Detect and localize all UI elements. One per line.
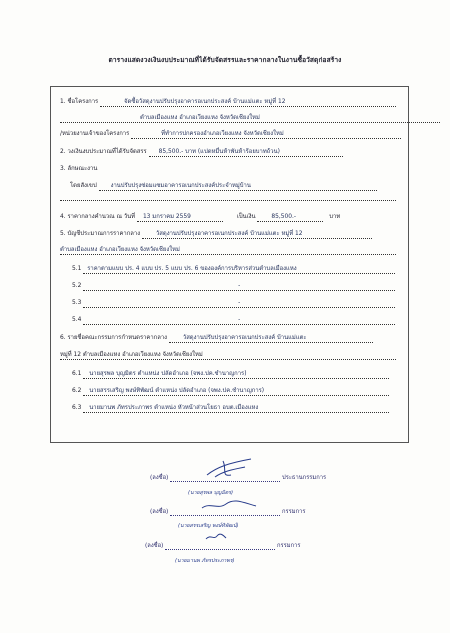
signature-1-name: (นายสุรพล บุญมิตร) — [188, 490, 234, 496]
item-5-4-row — [72, 316, 395, 325]
item-6-2-value: นายสรรเสริญ พงษ์ทิพัฒน์ ตำแหน่ง ปลัดอำเภอ (จพง.ปค.ชำนาญการ) — [83, 388, 389, 396]
signature-1-role: ประธานกรรมการ — [282, 475, 327, 481]
item-5-row2 — [60, 246, 396, 255]
item-4-row — [60, 213, 340, 222]
signature-3-role: กรรมการ — [277, 543, 301, 549]
item-6-value2: หมู่ที่ 12 ตำบลเมืองแหง อำเภอเวียงแหง จังหวัดเชียงใหม่ — [60, 352, 396, 360]
signature-3-name-text: นายมานพ ภัทรประภาพร — [177, 558, 233, 564]
document-title: ตารางแสดงวงเงินงบประมาณที่ได้รับจัดสรรและราคากลางในงานซื้อวัสดุก่อสร้าง — [108, 56, 342, 64]
signature-1-line — [150, 472, 326, 482]
signature-3-line — [145, 540, 300, 550]
item-1-agency-row — [60, 130, 401, 139]
signature-1-underline — [170, 474, 280, 482]
signature-2-line — [150, 506, 305, 516]
signature-1-name-text: นายสุรพล บุญมิตร — [190, 490, 232, 496]
signature-3-name: (นายมานพ ภัทรประภาพร) — [175, 558, 235, 564]
item-6-3-label: 6.3 — [72, 405, 82, 411]
item-2-row — [60, 148, 343, 157]
item-6-row2 — [60, 351, 396, 360]
item-5-1-label: 5.1 — [72, 266, 82, 272]
item-1-value2: ตำบลเมืองแหง อำเภอเวียงแหง จังหวัดเชียงใหม่ — [60, 115, 440, 123]
item-4-unit: บาท — [329, 214, 341, 220]
item-1-row — [60, 98, 396, 107]
item-4-date: 13 มกราคม 2559 — [137, 214, 223, 222]
item-2-value: 85,500.- บาท (แปดหมื่นห้าพันห้าร้อยบาทถ้วน) — [149, 149, 343, 157]
item-3-value: งานปรับปรุงซ่อมแซมอาคารอเนกประสงค์ประจำหมู่บ้าน — [99, 183, 377, 191]
item-6-2-row — [72, 387, 389, 396]
item-3-blank-line — [60, 200, 396, 201]
item-3-row — [60, 165, 97, 173]
signature-2-underline — [170, 508, 280, 516]
item-2-label: 2. วงเงินงบประมาณที่ได้รับจัดสรร — [60, 149, 147, 155]
item-4-label: 4. ราคากลางคำนวณ ณ วันที่ — [60, 214, 136, 220]
item-5-3-label: 5.3 — [72, 300, 82, 306]
item-3-sub-label: โดยสังเขป — [70, 183, 97, 189]
item-4-amount: 85,500.- — [257, 214, 323, 222]
signature-3-underline — [165, 542, 275, 550]
item-5-2-label: 5.2 — [72, 283, 82, 289]
signature-1-prefix: (ลงชื่อ) — [150, 475, 169, 481]
item-1-agency-value: ที่ทำการปกครองอำเภอเวียงแหง จังหวัดเชียงใหม่ — [131, 131, 401, 139]
item-6-2-label: 6.2 — [72, 388, 82, 394]
signature-2-name-text: นายสรรเสริญ พงษ์ทิพัฒน์ — [180, 523, 237, 529]
item-5-3-row — [72, 299, 395, 308]
item-6-value: วัสดุงานปรับปรุงอาคารอเนกประสงค์ บ้านแม่แตะ — [169, 335, 373, 343]
item-1-value: จัดซื้อวัสดุงานปรับปรุงอาคารอเนกประสงค์ บ้านแม่แตะ หมู่ที่ 12 — [100, 99, 396, 107]
signature-3-prefix: (ลงชื่อ) — [145, 543, 164, 549]
item-5-value: วัสดุงานปรับปรุงอาคารอเนกประสงค์ บ้านแม่แตะ หมู่ที่ 12 — [142, 231, 372, 239]
item-3-label: 3. ลักษณะงาน — [60, 166, 98, 172]
item-4-mid: เป็นเงิน — [236, 214, 256, 220]
item-6-1-row — [72, 370, 389, 379]
item-5-4-value: - — [83, 317, 395, 325]
signature-2-role: กรรมการ — [282, 509, 306, 515]
signature-2-name: (นายสรรเสริญ พงษ์ทิพัฒน์) — [178, 523, 239, 529]
item-1-row2 — [60, 114, 440, 123]
item-5-label: 5. บัญชีประมาณการราคากลาง — [60, 231, 141, 237]
item-5-3-value: - — [83, 300, 395, 308]
signature-2-prefix: (ลงชื่อ) — [150, 509, 169, 515]
item-5-2-row — [72, 282, 395, 291]
item-5-4-label: 5.4 — [72, 317, 82, 323]
item-5-1-value: ราคาตามแบบ ปร. 4 แบบ ปร. 5 แบบ ปร. 6 ขององค์การบริหารส่วนตำบลเมืองแหง — [83, 266, 395, 274]
item-1-agency-label: /หน่วยงานเจ้าของโครงการ — [60, 131, 130, 137]
item-5-value2: ตำบลเมืองแหง อำเภอเวียงแหง จังหวัดเชียงใหม่ — [60, 247, 396, 255]
item-5-2-value: - — [83, 283, 395, 291]
item-6-3-value: นายมานพ ภัทรประภาพร ตำแหน่ง หัวหน้าส่วนโยธา อบต.เมืองแหง — [83, 405, 389, 413]
item-1-label: 1. ชื่อโครงการ — [60, 99, 99, 105]
item-6-label: 6. รายชื่อคณะกรรมการกำหนดราคากลาง — [60, 335, 168, 341]
item-6-1-label: 6.1 — [72, 371, 82, 377]
item-3-blank-row — [60, 196, 396, 204]
item-5-row — [60, 230, 372, 239]
item-6-1-value: นายสุรพล บุญมิตร ตำแหน่ง ปลัดอำเภอ (จพง.ปค.ชำนาญการ) — [83, 371, 389, 379]
item-5-1-row — [72, 265, 395, 274]
item-6-row — [60, 334, 373, 343]
item-3-row2 — [70, 182, 377, 191]
item-6-3-row — [72, 404, 389, 413]
